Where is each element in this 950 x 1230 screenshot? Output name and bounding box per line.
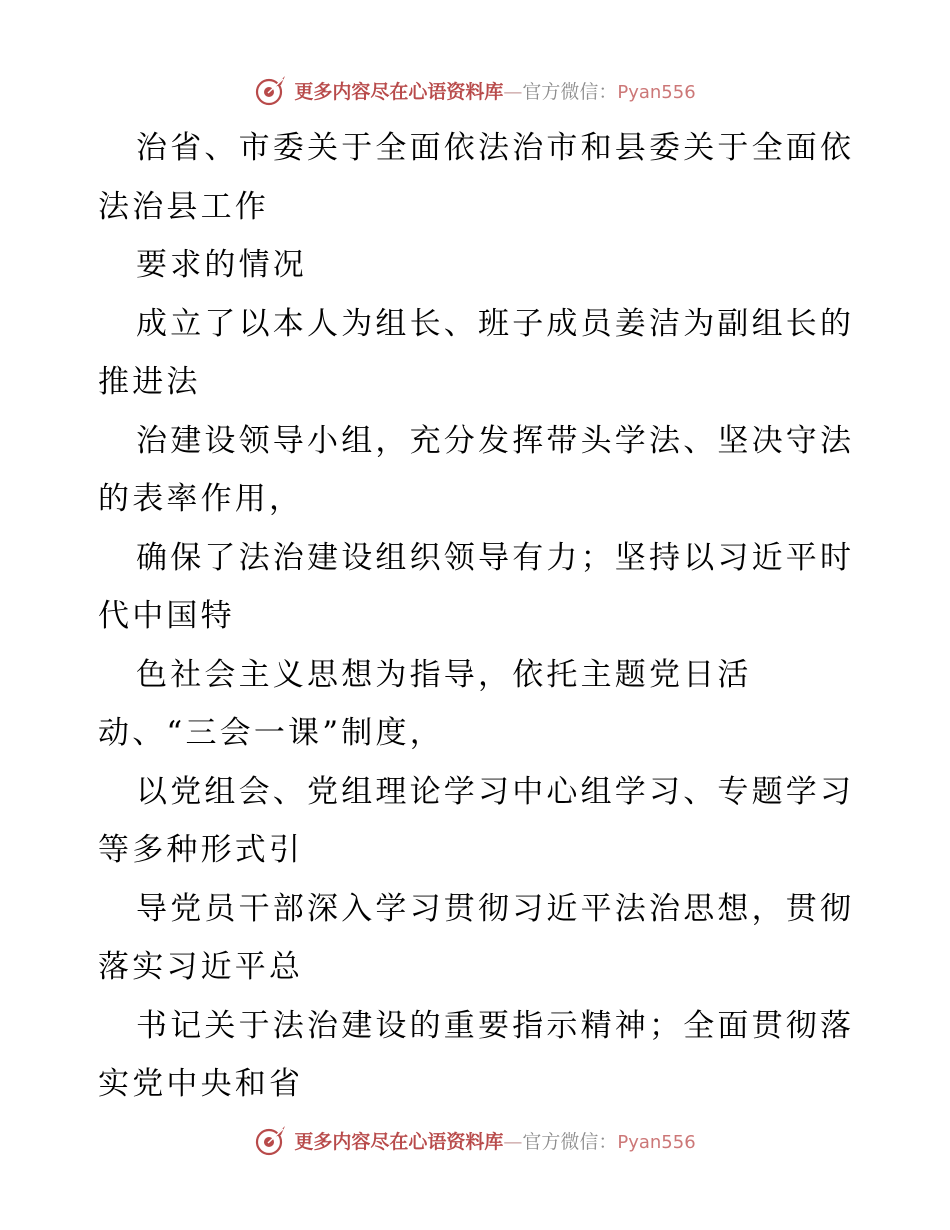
body-line: 的表率作用， [98, 481, 304, 517]
header-watermark [0, 70, 950, 110]
watermark-wechat-id: Pyan556 [617, 1131, 696, 1153]
body-line: 法治县工作 [98, 188, 269, 225]
body-line: 治省、市委关于全面依法治市和县委关于全面依 [136, 130, 855, 166]
watermark-dash: — [503, 80, 523, 103]
body-line: 实党中央和省 [98, 1066, 304, 1102]
quill-logo-icon [254, 73, 288, 107]
body-line: 代中国特 [98, 598, 235, 634]
body-line: 落实习近平总 [98, 949, 304, 985]
watermark-dash: — [503, 1130, 523, 1153]
body-line: 色社会主义思想为指导，依托主题党日活 [136, 656, 752, 693]
quill-logo-icon [254, 1123, 288, 1157]
body-line: 确保了法治建设组织领导有力；坚持以习近平时 [136, 539, 855, 576]
body-line: 以党组会、党组理论学习中心组学习、专题学习 [136, 773, 855, 810]
watermark-main-text: 更多内容尽在心语资料库 [294, 1130, 504, 1153]
body-line: 推进法 [98, 364, 201, 400]
body-line: 书记关于法治建设的重要指示精神；全面贯彻落 [136, 1007, 855, 1044]
body-line: 等多种形式引 [98, 832, 304, 868]
watermark-sub-text: 官方微信： [522, 1130, 618, 1153]
watermark-wechat-id: Pyan556 [617, 81, 696, 103]
body-line: 治建设领导小组，充分发挥带头学法、坚决守法 [136, 422, 855, 459]
watermark-main-text: 更多内容尽在心语资料库 [294, 80, 504, 103]
body-line: 成立了以本人为组长、班子成员姜洁为副组长的 [136, 305, 855, 342]
footer-watermark [0, 1120, 950, 1160]
document-body [98, 119, 858, 1114]
body-line: 动、“三会一课”制度， [98, 715, 444, 751]
watermark-sub-text: 官方微信： [522, 80, 618, 103]
body-line: 导党员干部深入学习贯彻习近平法治思想，贯彻 [136, 890, 855, 927]
body-line: 要求的情况 [136, 247, 307, 283]
